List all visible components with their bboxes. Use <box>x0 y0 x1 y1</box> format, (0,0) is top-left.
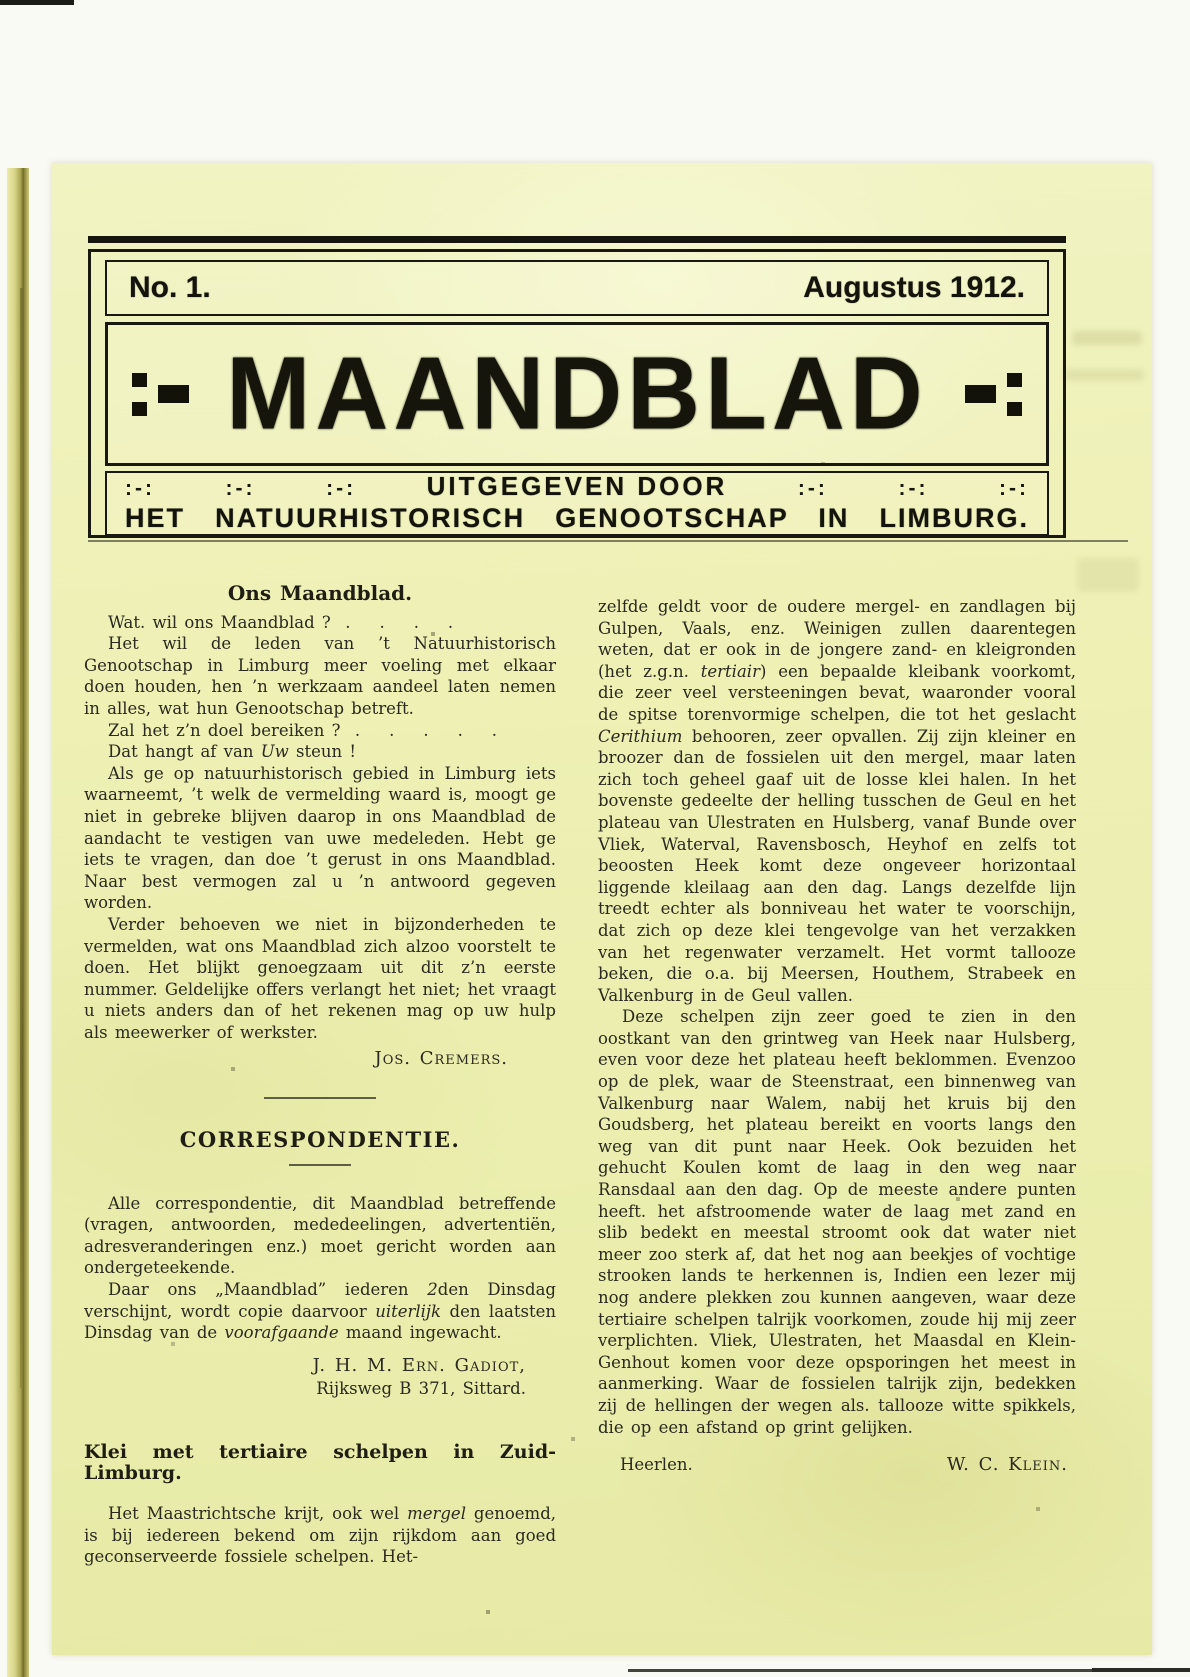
publisher-box <box>105 471 1049 536</box>
deco-mark: :-: <box>125 477 155 500</box>
article-footer <box>598 1454 1076 1476</box>
magazine-page <box>52 163 1152 1655</box>
footer-place: Heerlen. <box>620 1455 693 1475</box>
colon-ornament-icon <box>132 373 147 416</box>
deco-mark: :-: <box>225 477 256 500</box>
paragraph: Deze schelpen zijn zeer goed te zien in den oostkant van den grintweg van Heek naar Hulsberg, even voor deze het plateau heeft beklommen. Evenzoo op de plek, waar de Steenstraat, een binnenweg van Valkenburg naar Walem, nabij het kruis bij den Goudsberg, het plateau bereikt en voorts langs den weg van dit punt naar Heek. Ook bezuiden het gehucht Koulen komt de laag in den weg naar Ransdaal aan den dag. Op de meeste andere punten heeft. het afstroomende water de laag met zand en slib bedekt en meestal stroomt ook dat water niet meer zoo sterk af, dat het nog aan beekjes of vochtige strooken lands te herkennen is, Indien een lezer mij nog andere plekken zou kunnen aangeven, waar deze tertiaire schelpen talrijk voorkomen, zoude hij mij zeer verplichten. Vliek, Ulestraten, het Maasdal en Klein-Genhout komen voor deze opsporingen het meest in aanmerking. Waar de fossielen talrijk zijn, bedekken zij de hellingen der wegen als. tallooze witte spikkels, die op een afstand op grint gelijken. <box>598 1007 1076 1437</box>
spacer <box>84 1485 556 1503</box>
right-column <box>598 596 1076 1476</box>
title-left-ornament <box>132 373 189 416</box>
article-heading: Klei met tertiaire schelpen in Zuid-Limburg. <box>84 1440 556 1485</box>
publisher-line1 <box>125 471 1029 502</box>
footer-author: W. C. Klein. <box>946 1454 1068 1476</box>
paragraph: Het wil de leden van ’t Natuurhistorisch Genootschap in Limburg meer voeling met elkaar doen houden, hen ’n werkzaam aandeel laten nemen in alles, wat hun Genootschap betreft. <box>84 634 556 718</box>
colon-ornament-icon <box>1007 373 1022 416</box>
paragraph: Wat. wil ons Maandblad ? . . . . <box>108 612 454 632</box>
deco-mark: :-: <box>999 477 1029 500</box>
ink-bleed-smudge <box>1072 331 1142 345</box>
deco-mark: :-: <box>326 477 357 500</box>
contact-address: Rijksweg B 371, Sittard. <box>316 1378 526 1398</box>
title-right-ornament <box>965 373 1022 416</box>
section-divider <box>264 1097 376 1099</box>
contact-name: J. H. M. Ern. Gadiot, <box>312 1354 526 1376</box>
paragraph: Dat hangt af van Uw steun ! <box>108 742 356 762</box>
masthead-outer-border <box>88 249 1066 538</box>
dash-ornament-icon <box>158 385 189 403</box>
article-heading: Ons Maandblad. <box>227 581 413 605</box>
deco-mark: :-: <box>898 477 929 500</box>
paragraph: Het Maastrichtsche krijt, ook wel mergel genoemd, is bij iedereen bekend om zijn rijkdom aan goed geconserveerde fossiele schelpen. Het- <box>84 1504 557 1567</box>
paragraph: zelfde geldt voor de oudere mergel- en zandlagen bij Gulpen, Vaals, enz. Weinigen zullen daarentegen weten, dat er ook in de jongere zand- en kleigronden (het z.g.n. tertiair) een bepaalde kleibank voorkomt, die zeer veel versteeningen bevat, waaronder vooral de spitse torenvormige schelpen, die tot het geslacht Cerithium behooren, zeer opvallen. Zij zijn kleiner en broozer dan de fossielen uit den mergel, maar laten zich toch geheel gaaf uit de losse klei halen. In het bovenste gedeelte der helling tusschen de Geul en het plateau van Ulestraten en Hulsberg, vanaf Bunde over Vliek, Waterval, Ravensbosch, Heyhof en zelfs tot beoosten Heek komt deze ongeveer horizontaal liggende kleilaag aan den dag. Langs dezelfde lijn treedt echter als bonniveau het water te voorschijn, dat zich op deze klei tengevolge van het verzakken van het regenwater verzamelt. Het vormt tallooze beken, die o.a. bij Meersen, Houthem, Strabeek en Valkenburg in de Geul vallen. <box>598 597 1076 1005</box>
paragraph: Verder behoeven we niet in bijzonderheden te vermelden, wat ons Maandblad zich alzoo voorstelt te doen. Het blijkt genoegzaam uit dit z’n eerste nummer. Geldelijke offers verlangt het niet; het vraagt u niets anders dan of het rekenen mag op uw hulp als meewerker of werkster. <box>84 914 556 1042</box>
masthead-bottom-rule <box>88 540 1128 542</box>
paragraph: Alle correspondentie, dit Maandblad betreffende (vragen, antwoorden, mededeelingen, advertentiën, adresveranderingen enz.) moet gericht worden aan ondergeteekende. <box>84 1193 556 1278</box>
deco-mark: :-: <box>797 477 828 500</box>
ink-bleed-smudge <box>1077 558 1139 592</box>
dash-ornament-icon <box>965 385 996 403</box>
masthead-top-rule <box>88 236 1066 243</box>
title-box <box>105 322 1049 466</box>
paragraph: Als ge op natuurhistorisch gebied in Limburg iets waarneemt, ’t welk de vermelding waard is, moogt ge niet in gebreke blijven daarop in ons Maandblad de aandacht te vestigen van uwe medeleden. Hebt ge iets te vragen, dan doe ’t gerust in ons Maandblad. Naar best vermogen zal u ’n antwoord gegeven worden. <box>84 763 556 913</box>
section-divider <box>289 1164 351 1166</box>
issue-number: No. 1. <box>129 271 211 304</box>
publisher-label: UITGEGEVEN DOOR <box>426 471 728 501</box>
paper-specks <box>52 163 54 165</box>
paragraph: Zal het z’n doel bereiken ? . . . . . <box>108 720 498 740</box>
issue-info-box <box>105 260 1049 316</box>
scan-corner-mark <box>0 0 74 5</box>
ink-bleed-smudge <box>1064 369 1144 381</box>
paragraph: Daar ons „Maandblad” iederen 2den Dinsdag verschijnt, wordt copie daarvoor uiterlijk den laatsten Dinsdag van de voorafgaande maand ingewacht. <box>84 1280 556 1343</box>
page-title: MAANDBLAD <box>226 336 928 451</box>
adjacent-page-edge <box>7 168 29 1677</box>
article-heading: CORRESPONDENTIE. <box>179 1127 461 1153</box>
contact-signature <box>84 1354 556 1400</box>
author-signature: Jos. Cremers. <box>374 1048 508 1070</box>
issue-date: Augustus 1912. <box>803 271 1025 304</box>
left-column <box>84 583 556 1568</box>
scan-bottom-rule-dark <box>1092 1668 1190 1672</box>
publisher-name: HET NATUURHISTORISCH GENOOTSCHAP IN LIMBURG. <box>125 503 1029 533</box>
